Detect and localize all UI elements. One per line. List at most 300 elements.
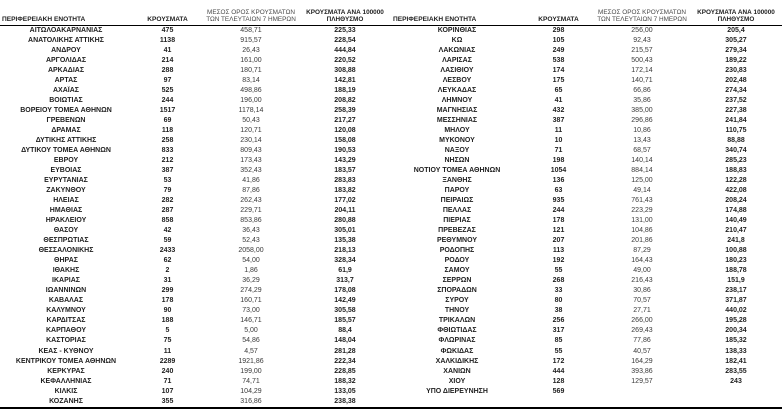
- region-name: ΣΑΜΟΥ: [444, 267, 470, 275]
- cases-value: 240: [161, 367, 174, 375]
- per100k-value: 135,38: [334, 237, 356, 245]
- cases-value: 833: [161, 147, 174, 155]
- avg7-value: 140,71: [631, 77, 653, 85]
- header-per100k-line2: ΠΛΗΘΥΣΜΟ: [326, 15, 364, 23]
- cases-value: 935: [552, 197, 565, 205]
- per100k-value: 280,88: [334, 217, 356, 225]
- header-avg7-line1: ΜΕΣΟΣ ΟΡΟΣ ΚΡΟΥΣΜΑΤΩΝ: [207, 8, 295, 16]
- per100k-value: 138,33: [725, 347, 747, 355]
- region-name: ΑΝΔΡΟΥ: [51, 47, 81, 55]
- table-row: [0, 176, 391, 186]
- table-row: [0, 347, 391, 357]
- per100k-value: 88,88: [727, 137, 745, 145]
- cases-value: 33: [554, 287, 563, 295]
- per100k-value: 283,83: [334, 177, 356, 185]
- per100k-value: 220,52: [334, 57, 356, 65]
- region-name: ΜΥΚΟΝΟΥ: [439, 137, 475, 145]
- cases-value: 287: [161, 207, 174, 215]
- avg7-value: 30,86: [633, 287, 651, 295]
- cases-value: 355: [161, 397, 174, 405]
- header-per100k: [690, 9, 782, 25]
- table-row: [0, 367, 391, 377]
- table-right-body: [391, 26, 782, 397]
- cases-value: 858: [161, 217, 174, 225]
- region-name: ΚΕΝΤΡΙΚΟΥ ΤΟΜΕΑ ΑΘΗΝΩΝ: [15, 357, 117, 365]
- avg7-value: 52,43: [242, 237, 260, 245]
- cases-value: 1138: [159, 37, 176, 45]
- cases-value: 192: [552, 257, 565, 265]
- per100k-value: 183,82: [334, 187, 356, 195]
- avg7-value: 40,57: [633, 347, 651, 355]
- per100k-value: 120,08: [334, 127, 356, 135]
- cases-value: 188: [161, 317, 174, 325]
- per100k-value: 177,02: [334, 197, 356, 205]
- table-row: [0, 146, 391, 156]
- region-name: ΛΑΡΙΣΑΣ: [442, 57, 472, 65]
- avg7-value: 498,86: [240, 87, 262, 95]
- avg7-value: 5,00: [244, 327, 258, 335]
- avg7-value: 180,71: [240, 67, 262, 75]
- avg7-value: 77,86: [633, 337, 651, 345]
- avg7-value: 131,00: [631, 217, 653, 225]
- header-avg7-line1: ΜΕΣΟΣ ΟΡΟΣ ΚΡΟΥΣΜΑΤΩΝ: [598, 8, 686, 16]
- per100k-value: 178,08: [334, 287, 356, 295]
- region-name: ΝΗΣΩΝ: [444, 157, 470, 165]
- region-name: ΧΑΝΙΩΝ: [443, 367, 471, 375]
- cases-value: 113: [552, 247, 565, 255]
- avg7-value: 27,71: [633, 307, 651, 315]
- per100k-value: 110,75: [725, 127, 747, 135]
- table-row: [0, 206, 391, 216]
- cases-value: 525: [161, 87, 174, 95]
- per100k-value: 274,34: [725, 87, 747, 95]
- table-row: [391, 106, 782, 116]
- table-row: [0, 126, 391, 136]
- region-name: ΧΙΟΥ: [448, 377, 466, 385]
- cases-value: 244: [161, 97, 174, 105]
- table-row: [391, 76, 782, 86]
- per100k-value: 205,4: [727, 27, 745, 34]
- avg7-value: 269,43: [631, 327, 653, 335]
- avg7-value: 256,00: [631, 27, 653, 34]
- per100k-value: 202,48: [725, 77, 747, 85]
- avg7-value: 125,00: [631, 177, 653, 185]
- table-row: [0, 357, 391, 367]
- avg7-value: 36,29: [242, 277, 260, 285]
- cases-value: 2289: [159, 357, 176, 365]
- cases-value: 256: [552, 317, 565, 325]
- table-row: [391, 66, 782, 76]
- per100k-value: 142,81: [334, 77, 356, 85]
- per100k-value: 183,57: [334, 167, 356, 175]
- header-per100k: [299, 9, 391, 25]
- per100k-value: 208,24: [725, 197, 747, 205]
- cases-value: 41: [554, 97, 563, 105]
- per100k-value: 208,82: [334, 97, 356, 105]
- region-name: ΗΜΑΘΙΑΣ: [49, 207, 83, 215]
- avg7-value: 87,86: [242, 187, 260, 195]
- avg7-value: 161,00: [240, 57, 262, 65]
- cases-value: 31: [163, 277, 172, 285]
- cases-value: 107: [161, 387, 174, 395]
- region-name: ΚΩ: [451, 37, 463, 45]
- table-row: [0, 66, 391, 76]
- cases-value: 80: [554, 297, 563, 305]
- avg7-value: 352,43: [240, 167, 262, 175]
- per100k-value: 188,19: [334, 87, 356, 95]
- per100k-value: 151,9: [727, 277, 745, 285]
- avg7-value: 70,57: [633, 297, 651, 305]
- per100k-value: 328,34: [334, 257, 356, 265]
- per100k-value: 185,32: [725, 337, 747, 345]
- table-row: [0, 96, 391, 106]
- per100k-value: 217,27: [334, 117, 356, 125]
- avg7-value: 229,71: [240, 207, 262, 215]
- table-right-half: [391, 0, 782, 407]
- region-name: ΒΟΙΩΤΙΑΣ: [49, 97, 83, 105]
- cases-value: 5: [165, 327, 170, 335]
- avg7-value: 104,86: [631, 227, 653, 235]
- avg7-value: 262,43: [240, 197, 262, 205]
- region-name: ΥΠΟ ΔΙΕΡΕΥΝΗΣΗ: [426, 387, 488, 395]
- per100k-value: 158,08: [334, 137, 356, 145]
- header-per100k-line1: ΚΡΟΥΣΜΑΤΑ ΑΝΑ 100000: [697, 8, 775, 16]
- per100k-value: 188,78: [725, 267, 747, 275]
- region-name: ΣΠΟΡΑΔΩΝ: [437, 287, 477, 295]
- avg7-value: 172,14: [631, 67, 653, 75]
- table-row: [391, 126, 782, 136]
- per100k-value: 237,52: [725, 97, 747, 105]
- region-name: ΞΑΝΘΗΣ: [442, 177, 472, 185]
- per100k-value: 285,23: [725, 157, 747, 165]
- avg7-value: 853,86: [240, 217, 262, 225]
- region-name: ΘΑΣΟΥ: [53, 227, 79, 235]
- avg7-value: 54,86: [242, 337, 260, 345]
- per100k-value: 238,38: [334, 397, 356, 405]
- per100k-value: 228,85: [334, 367, 356, 375]
- table-row: [0, 296, 391, 306]
- avg7-value: 393,86: [631, 367, 653, 375]
- avg7-value: 458,71: [240, 27, 262, 34]
- avg7-value: 2058,00: [238, 247, 264, 255]
- cases-value: 55: [554, 347, 563, 355]
- table-row: [391, 36, 782, 46]
- table-row: [0, 316, 391, 326]
- cases-value: 178: [552, 217, 565, 225]
- table-row: [0, 46, 391, 56]
- region-name: ΠΡΕΒΕΖΑΣ: [438, 227, 476, 235]
- cases-value: 41: [163, 47, 172, 55]
- table-row: [391, 336, 782, 346]
- region-name: ΒΟΡΕΙΟΥ ΤΟΜΕΑ ΑΘΗΝΩΝ: [20, 107, 112, 115]
- region-name: ΠΕΙΡΑΙΩΣ: [440, 197, 474, 205]
- region-name: ΗΡΑΚΛΕΙΟΥ: [45, 217, 87, 225]
- cases-value: 268: [552, 277, 565, 285]
- header-avg7: [203, 9, 299, 25]
- region-name: ΚΑΡΔΙΤΣΑΣ: [46, 317, 86, 325]
- cases-value: 79: [163, 187, 172, 195]
- avg7-value: 500,43: [631, 57, 653, 65]
- region-name: ΤΗΝΟΥ: [444, 307, 470, 315]
- cases-value: 97: [163, 77, 172, 85]
- table-row: [0, 76, 391, 86]
- cases-value: 69: [163, 117, 172, 125]
- region-name: ΛΑΣΙΘΙΟΥ: [440, 67, 474, 75]
- table-row: [0, 276, 391, 286]
- avg7-value: 215,57: [631, 47, 653, 55]
- table-row: [391, 96, 782, 106]
- per100k-value: 185,57: [334, 317, 356, 325]
- table-row: [0, 387, 391, 397]
- bottom-rule: [0, 407, 782, 409]
- region-name: ΚΙΛΚΙΣ: [54, 387, 78, 395]
- cases-value: 42: [163, 227, 172, 235]
- cases-value: 299: [161, 287, 174, 295]
- avg7-value: 74,71: [242, 377, 260, 385]
- table-row: [391, 357, 782, 367]
- per100k-value: 222,34: [334, 357, 356, 365]
- table-row: [391, 316, 782, 326]
- table-row: [0, 186, 391, 196]
- per100k-value: 190,53: [334, 147, 356, 155]
- per100k-value: 189,22: [725, 57, 747, 65]
- cases-value: 2: [165, 267, 170, 275]
- avg7-value: 173,43: [240, 157, 262, 165]
- avg7-value: 50,43: [242, 117, 260, 125]
- region-name: ΙΩΑΝΝΙΝΩΝ: [45, 287, 87, 295]
- avg7-value: 316,86: [240, 397, 262, 405]
- cases-value: 90: [163, 307, 172, 315]
- region-name: ΚΑΣΤΟΡΙΑΣ: [46, 337, 86, 345]
- region-name: ΣΕΡΡΩΝ: [442, 277, 472, 285]
- avg7-value: 83,14: [242, 77, 260, 85]
- table-row: [391, 246, 782, 256]
- per100k-value: 227,38: [725, 107, 747, 115]
- region-name: ΛΑΚΩΝΙΑΣ: [438, 47, 476, 55]
- per100k-value: 258,39: [334, 107, 356, 115]
- avg7-value: 223,29: [631, 207, 653, 215]
- table-row: [0, 246, 391, 256]
- table-row: [0, 166, 391, 176]
- region-name: ΑΡΓΟΛΙΔΑΣ: [45, 57, 87, 65]
- region-name: ΙΘΑΚΗΣ: [52, 267, 80, 275]
- header-avg7-line2: ΤΩΝ ΤΕΛΕΥΤΑΙΩΝ 7 ΗΜΕΡΩΝ: [597, 15, 687, 23]
- cases-value: 258: [161, 137, 174, 145]
- cases-value: 11: [554, 127, 563, 135]
- region-name: ΛΗΜΝΟΥ: [441, 97, 473, 105]
- avg7-value: 36,43: [242, 227, 260, 235]
- cases-value: 569: [552, 387, 565, 395]
- table-row: [391, 206, 782, 216]
- region-name: ΕΥΡΥΤΑΝΙΑΣ: [44, 177, 88, 185]
- avg7-value: 49,14: [633, 187, 651, 195]
- per100k-value: 371,87: [725, 297, 747, 305]
- per100k-value: 422,08: [725, 187, 747, 195]
- region-name: ΘΗΡΑΣ: [54, 257, 78, 265]
- per100k-value: 61,9: [338, 267, 352, 275]
- cases-value: 174: [552, 67, 565, 75]
- per100k-value: 143,29: [334, 157, 356, 165]
- table-row: [391, 226, 782, 236]
- cases-value: 175: [552, 77, 565, 85]
- table-row: [391, 347, 782, 357]
- table-row: [391, 56, 782, 66]
- table-row: [391, 196, 782, 206]
- table-row: [0, 397, 391, 407]
- table-row: [0, 266, 391, 276]
- per100k-value: 228,54: [334, 37, 356, 45]
- avg7-value: 1178,14: [238, 107, 264, 115]
- table-row: [0, 26, 391, 36]
- cases-value: 282: [161, 197, 174, 205]
- cases-value: 11: [163, 347, 172, 355]
- region-name: ΦΛΩΡΙΝΑΣ: [438, 337, 476, 345]
- cases-value: 118: [161, 127, 174, 135]
- table-row: [391, 236, 782, 246]
- per100k-value: 440,02: [725, 307, 747, 315]
- cases-value: 317: [552, 327, 565, 335]
- region-name: ΜΑΓΝΗΣΙΑΣ: [436, 107, 478, 115]
- per100k-value: 182,41: [725, 357, 747, 365]
- per100k-value: 218,13: [334, 247, 356, 255]
- region-name: ΡΟΔΟΠΗΣ: [439, 247, 475, 255]
- cases-value: 38: [554, 307, 563, 315]
- region-name: ΑΝΑΤΟΛΙΚΗΣ ΑΤΤΙΚΗΣ: [28, 37, 104, 45]
- cases-value: 1517: [159, 107, 176, 115]
- per100k-value: 225,33: [334, 27, 356, 34]
- region-name: ΘΕΣΠΡΩΤΙΑΣ: [43, 237, 89, 245]
- header-region: ΠΕΡΙΦΕΡΕΙΑΚΗ ΕΝΟΤΗΤΑ: [393, 15, 477, 23]
- table-row: [391, 377, 782, 387]
- region-name: ΜΕΣΣΗΝΙΑΣ: [436, 117, 478, 125]
- table-row: [0, 377, 391, 387]
- avg7-value: 26,43: [242, 47, 260, 55]
- region-name: ΤΡΙΚΑΛΩΝ: [438, 317, 476, 325]
- table-row: [0, 136, 391, 146]
- avg7-value: 915,57: [240, 37, 262, 45]
- cases-value: 212: [161, 157, 174, 165]
- table-row: [0, 196, 391, 206]
- avg7-value: 216,43: [631, 277, 653, 285]
- cases-value: 105: [552, 37, 565, 45]
- cases-value: 387: [552, 117, 565, 125]
- table-row: [391, 26, 782, 36]
- cases-value: 55: [554, 267, 563, 275]
- avg7-value: 266,00: [631, 317, 653, 325]
- per100k-value: 122,28: [725, 177, 747, 185]
- region-name: ΗΛΕΙΑΣ: [53, 197, 79, 205]
- avg7-value: 761,43: [631, 197, 653, 205]
- avg7-value: 68,57: [633, 147, 651, 155]
- avg7-value: 87,29: [633, 247, 651, 255]
- cases-value: 121: [552, 227, 565, 235]
- region-name: ΡΟΔΟΥ: [444, 257, 470, 265]
- avg7-value: 809,43: [240, 147, 262, 155]
- table-row: [0, 36, 391, 46]
- cases-value: 198: [552, 157, 565, 165]
- table-row: [0, 106, 391, 116]
- table-row: [0, 326, 391, 336]
- per100k-value: 340,74: [725, 147, 747, 155]
- per100k-value: 238,17: [725, 287, 747, 295]
- region-name: ΑΡΤΑΣ: [54, 77, 78, 85]
- table-header-row: [0, 0, 391, 26]
- avg7-value: 160,71: [240, 297, 262, 305]
- per100k-value: 200,34: [725, 327, 747, 335]
- avg7-value: 104,29: [240, 387, 262, 395]
- region-name: ΔΥΤΙΚΟΥ ΤΟΜΕΑ ΑΘΗΝΩΝ: [21, 147, 111, 155]
- cases-value: 475: [161, 27, 174, 34]
- table-row: [391, 156, 782, 166]
- region-name: ΜΗΛΟΥ: [444, 127, 470, 135]
- cases-value: 444: [552, 367, 565, 375]
- cases-value: 128: [552, 377, 565, 385]
- per100k-value: 279,34: [725, 47, 747, 55]
- avg7-value: 10,86: [633, 127, 651, 135]
- avg7-value: 884,14: [631, 167, 653, 175]
- table-left-body: [0, 26, 391, 407]
- avg7-value: 13,43: [633, 137, 651, 145]
- per100k-value: 195,28: [725, 317, 747, 325]
- avg7-value: 199,00: [240, 367, 262, 375]
- table-row: [391, 116, 782, 126]
- table-row: [391, 286, 782, 296]
- header-cases: ΚΡΟΥΣΜΑΤΑ: [538, 15, 579, 23]
- region-name: ΚΕΦΑΛΛΗΝΙΑΣ: [40, 377, 92, 385]
- avg7-value: 54,00: [242, 257, 260, 265]
- per100k-value: 241,8: [727, 237, 745, 245]
- header-region: ΠΕΡΙΦΕΡΕΙΑΚΗ ΕΝΟΤΗΤΑ: [2, 15, 86, 23]
- cases-value: 71: [163, 377, 172, 385]
- avg7-value: 296,86: [631, 117, 653, 125]
- per100k-value: 100,88: [725, 247, 747, 255]
- table-left-half: [0, 0, 391, 407]
- region-name: ΛΕΣΒΟΥ: [442, 77, 472, 85]
- per100k-value: 308,88: [334, 67, 356, 75]
- region-name: ΑΡΚΑΔΙΑΣ: [47, 67, 85, 75]
- region-name: ΓΡΕΒΕΝΩΝ: [46, 117, 86, 125]
- cases-value: 244: [552, 207, 565, 215]
- region-name: ΝΑΞΟΥ: [444, 147, 470, 155]
- per100k-value: 210,47: [725, 227, 747, 235]
- per100k-value: 188,83: [725, 167, 747, 175]
- avg7-value: 41,86: [242, 177, 260, 185]
- table-row: [0, 306, 391, 316]
- avg7-value: 35,86: [633, 97, 651, 105]
- region-name: ΝΟΤΙΟΥ ΤΟΜΕΑ ΑΘΗΝΩΝ: [413, 167, 501, 175]
- table-row: [0, 116, 391, 126]
- table-row: [391, 326, 782, 336]
- per100k-value: 305,27: [725, 37, 747, 45]
- region-name: ΔΡΑΜΑΣ: [51, 127, 81, 135]
- region-name: ΘΕΣΣΑΛΟΝΙΚΗΣ: [38, 247, 94, 255]
- per100k-value: 305,01: [334, 227, 356, 235]
- avg7-value: 66,86: [633, 87, 651, 95]
- cases-value: 10: [554, 137, 563, 145]
- header-avg7-line2: ΤΩΝ ΤΕΛΕΥΤΑΙΩΝ 7 ΗΜΕΡΩΝ: [206, 15, 296, 23]
- cases-value: 63: [554, 187, 563, 195]
- avg7-value: 92,43: [633, 37, 651, 45]
- avg7-value: 4,57: [244, 347, 258, 355]
- per100k-value: 243: [730, 377, 742, 385]
- per100k-value: 241,84: [725, 117, 747, 125]
- table-row: [391, 276, 782, 286]
- avg7-value: 73,00: [242, 307, 260, 315]
- region-name: ΠΙΕΡΙΑΣ: [443, 217, 471, 225]
- table-row: [0, 56, 391, 66]
- avg7-value: 164,29: [631, 357, 653, 365]
- region-name: ΙΚΑΡΙΑΣ: [52, 277, 80, 285]
